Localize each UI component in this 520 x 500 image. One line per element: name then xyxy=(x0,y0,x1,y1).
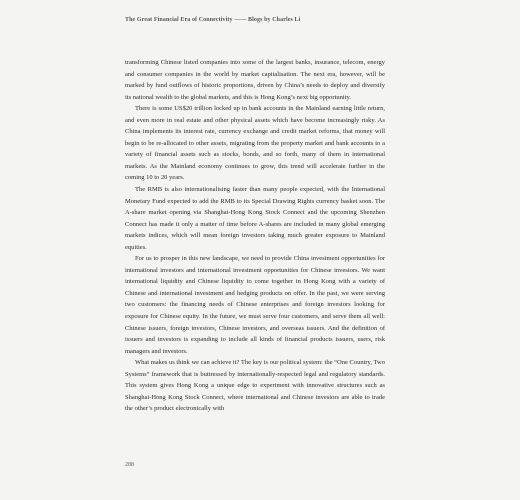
paragraph: The RMB is also internationalising faster than many people expected, with the International Monetary Fund expected to add the RMB to its Special Drawing Rights currency basket soon. The A-share market opening via Shanghai-Hong Kong Stock Connect and the upcoming Shenzhen Connect has made it only a matter of time before A-shares are included in many global emerging markets indices, which will mean foreign investors taking much greater exposure to Mainland equities. xyxy=(125,186,385,251)
body-text xyxy=(125,57,385,415)
paragraph: transforming Chinese listed companies into some of the largest banks, insurance, telecom, energy and consumer companies in the world by market capitalisation. The next era, however, will be marked by fund outflows of historic proportions, driven by China’s needs to deploy and diversify its national wealth to the global markets, and this is Hong Kong’s next big opportunity. xyxy=(125,59,385,101)
paragraph: What makes us think we can achieve it? The key is our political system: the “One Country, Two Systems” framework that is buttressed by internationally-respected legal and regulatory standards. This system gives Hong Kong a unique edge to experiment with innovative structures such as Shanghai-Hong Kong Stock Connect, where international and Chinese investors are able to trade the other’s product electronically with xyxy=(125,359,385,413)
page-number: 288 xyxy=(125,462,134,468)
paragraph: For us to prosper in this new landscape, we need to provide China investment opportunities for international investors and international investment opportunities for Chinese investors. We want international liquidity and Chinese liquidity to come together in Hong Kong with a variety of Chinese and international investment and hedging products on offer. In the past, we were serving two customers: the financing needs of Chinese enterprises and foreign investors looking for exposure for Chinese equity. In the future, we must serve four customers, and serve them all well: Chinese issuers, foreign investors, Chinese investors, and overseas issuers. And the definition of issuers and investors is expanding to include all kinds of financial products issuers, users, risk managers and investors. xyxy=(125,255,385,355)
running-header: The Great Financial Era of Connectivity —— Blogs by Charles Li xyxy=(125,17,301,23)
paragraph: There is some US$20 trillion locked up in bank accounts in the Mainland earning little return, and even more in real estate and other physical assets which have become increasingly risky. As China implements its interest rate, currency exchange and credit market reforms, that money will begin to be re-allocated to other assets, migrating from the property market and bank accounts to a variety of financial assets such as stocks, bonds, and so forth, many of them in international markets. As the Mainland economy continues to grow, this trend will accelerate further in the coming 10 to 20 years. xyxy=(125,105,385,182)
